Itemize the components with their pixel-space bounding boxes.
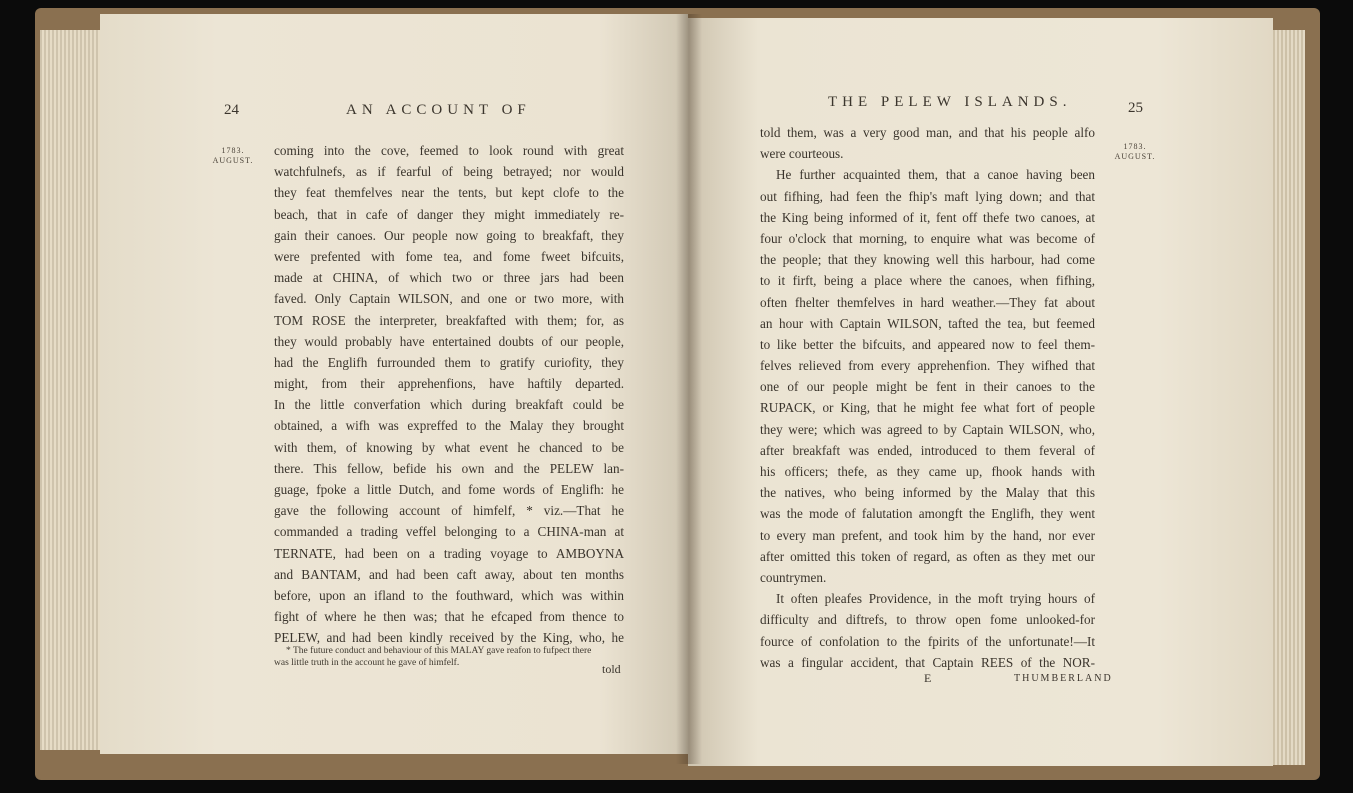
- right-page: [688, 18, 1273, 766]
- left-page: [100, 14, 688, 754]
- text-line: TERNATE, had been on a trading voyage to AMBOYNA: [274, 545, 624, 561]
- text-line: PELEW, and had been kindly received by the King, who, he: [274, 630, 624, 646]
- text-line: He further acquainted them, that a canoe having been: [776, 167, 1095, 183]
- text-line: they would probably have entertained doubts of our people,: [274, 333, 624, 349]
- book-gutter: [676, 14, 702, 764]
- footnote-line: was little truth in the account he gave of himfelf.: [274, 658, 460, 668]
- text-line: fource of confolation to the fpirits of the unfortunate!—It: [760, 633, 1095, 649]
- text-line: coming into the cove, feemed to look round with great: [274, 143, 624, 158]
- footnote: [274, 645, 624, 669]
- text-line: after omitted this token of regard, as often as they met our: [760, 548, 1095, 564]
- text-line: four o'clock that morning, to enquire what was become of: [760, 230, 1095, 246]
- signature-mark: E: [924, 671, 932, 685]
- text-line: obtained, a wifh was expreffed to the Malay they brought: [274, 418, 624, 434]
- running-head: AN ACCOUNT OF: [346, 102, 531, 118]
- text-line: was a fingular accident, that Captain REES of the NOR-: [760, 654, 1095, 670]
- margin-month: AUGUST.: [1114, 152, 1156, 161]
- text-line: to every man prefent, and took him by the hand, nor ever: [760, 527, 1095, 543]
- page-number: 24: [224, 102, 239, 118]
- text-line: they were; which was agreed to by Captain WILSON, who,: [760, 421, 1095, 437]
- text-line: one of our people might be fent in their canoes to the: [760, 379, 1095, 395]
- catchword: THUMBERLAND: [1014, 673, 1113, 684]
- running-head: THE PELEW ISLANDS.: [828, 94, 1072, 110]
- text-line: faved. Only Captain WILSON, and one or two more, with: [274, 291, 624, 307]
- text-line: gain their canoes. Our people now going to breakfaft, they: [274, 227, 624, 243]
- text-line: the natives, who being informed by the Malay that this: [760, 485, 1095, 501]
- text-line: out fifhing, had feen the fhip's maft lying down; and that: [760, 188, 1095, 204]
- text-line: had the Englifh furrounded them to gratify curiofity, they: [274, 354, 624, 370]
- margin-note: [1102, 142, 1168, 162]
- text-line: before, upon an ifland to the fouthward, which was within: [274, 587, 624, 603]
- text-line: told them, was a very good man, and that his people alfo: [760, 125, 1095, 140]
- margin-note: [200, 146, 266, 166]
- text-line: It often pleafes Providence, in the moft trying hours of: [776, 591, 1095, 607]
- text-line: difficulty and diftrefs, to throw open fome unlooked-for: [760, 612, 1095, 628]
- text-line: In the little converfation which during breakfaft could be: [274, 397, 624, 413]
- body-text: [760, 122, 1095, 673]
- text-line: the people; that they knowing well this harbour, had come: [760, 252, 1095, 268]
- text-line: after breakfaft was ended, introduced to them feveral of: [760, 442, 1095, 458]
- margin-year: 1783.: [1123, 142, 1147, 151]
- margin-year: 1783.: [221, 146, 245, 155]
- text-line: fight of where he then was; that he efcaped from thence to: [274, 609, 624, 625]
- text-line: gave the following account of himfelf, * viz.—That he: [274, 503, 624, 519]
- text-line: with them, of knowing by what event he chanced to be: [274, 439, 624, 455]
- text-line: TOM ROSE the interpreter, breakfafted with them; for, as: [274, 312, 624, 328]
- text-line: were prefented with fome tea, and fome fweet bifcuits,: [274, 248, 624, 264]
- text-line: was the mode of falutation amongft the Englifh, they went: [760, 506, 1095, 522]
- text-line: were courteous.: [760, 146, 844, 162]
- text-line: to it firft, being a place where the canoes, when fifhing,: [760, 273, 1095, 289]
- text-line: they feat themfelves near the tents, but kept clofe to the: [274, 185, 624, 201]
- text-line: the King being informed of it, fent off thefe two canoes, at: [760, 209, 1095, 225]
- text-line: RUPACK, or King, that he might fee what fort of people: [760, 400, 1095, 416]
- text-line: guage, fpoke a little Dutch, and fome words of Englifh: he: [274, 482, 624, 497]
- body-text: [274, 140, 624, 649]
- text-line: often fhelter themfelves in hard weather.—They fat about: [760, 294, 1095, 310]
- text-line: to like better the bifcuits, and appeared now to feel them-: [760, 336, 1095, 352]
- text-line: an hour with Captain WILSON, tafted the tea, but feemed: [760, 315, 1095, 331]
- footnote-line: * The future conduct and behaviour of this MALAY gave reafon to fufpect there: [286, 646, 592, 656]
- text-line: commanded a trading veffel belonging to a CHINA-man at: [274, 524, 624, 540]
- margin-month: AUGUST.: [212, 156, 254, 165]
- text-line: countrymen.: [760, 569, 827, 585]
- page-edges-left: [40, 30, 100, 750]
- text-line: there. This fellow, befide his own and the PELEW lan-: [274, 460, 624, 476]
- catchword: told: [602, 662, 621, 676]
- text-line: and BANTAM, and had been caft away, about ten months: [274, 566, 624, 582]
- text-line: his officers; thefe, as they came up, fhook hands with: [760, 464, 1095, 479]
- text-line: made at CHINA, of which two or three jars had been: [274, 270, 624, 286]
- page-number: 25: [1128, 100, 1143, 116]
- text-line: beach, that in cafe of danger they might immediately re-: [274, 206, 624, 222]
- text-line: might, from their apprehenfions, have haftily departed.: [274, 376, 624, 392]
- text-line: felves relieved from every apprehenfion. They wifhed that: [760, 358, 1095, 374]
- text-line: watchfulnefs, as if fearful of being betrayed; nor would: [274, 164, 624, 180]
